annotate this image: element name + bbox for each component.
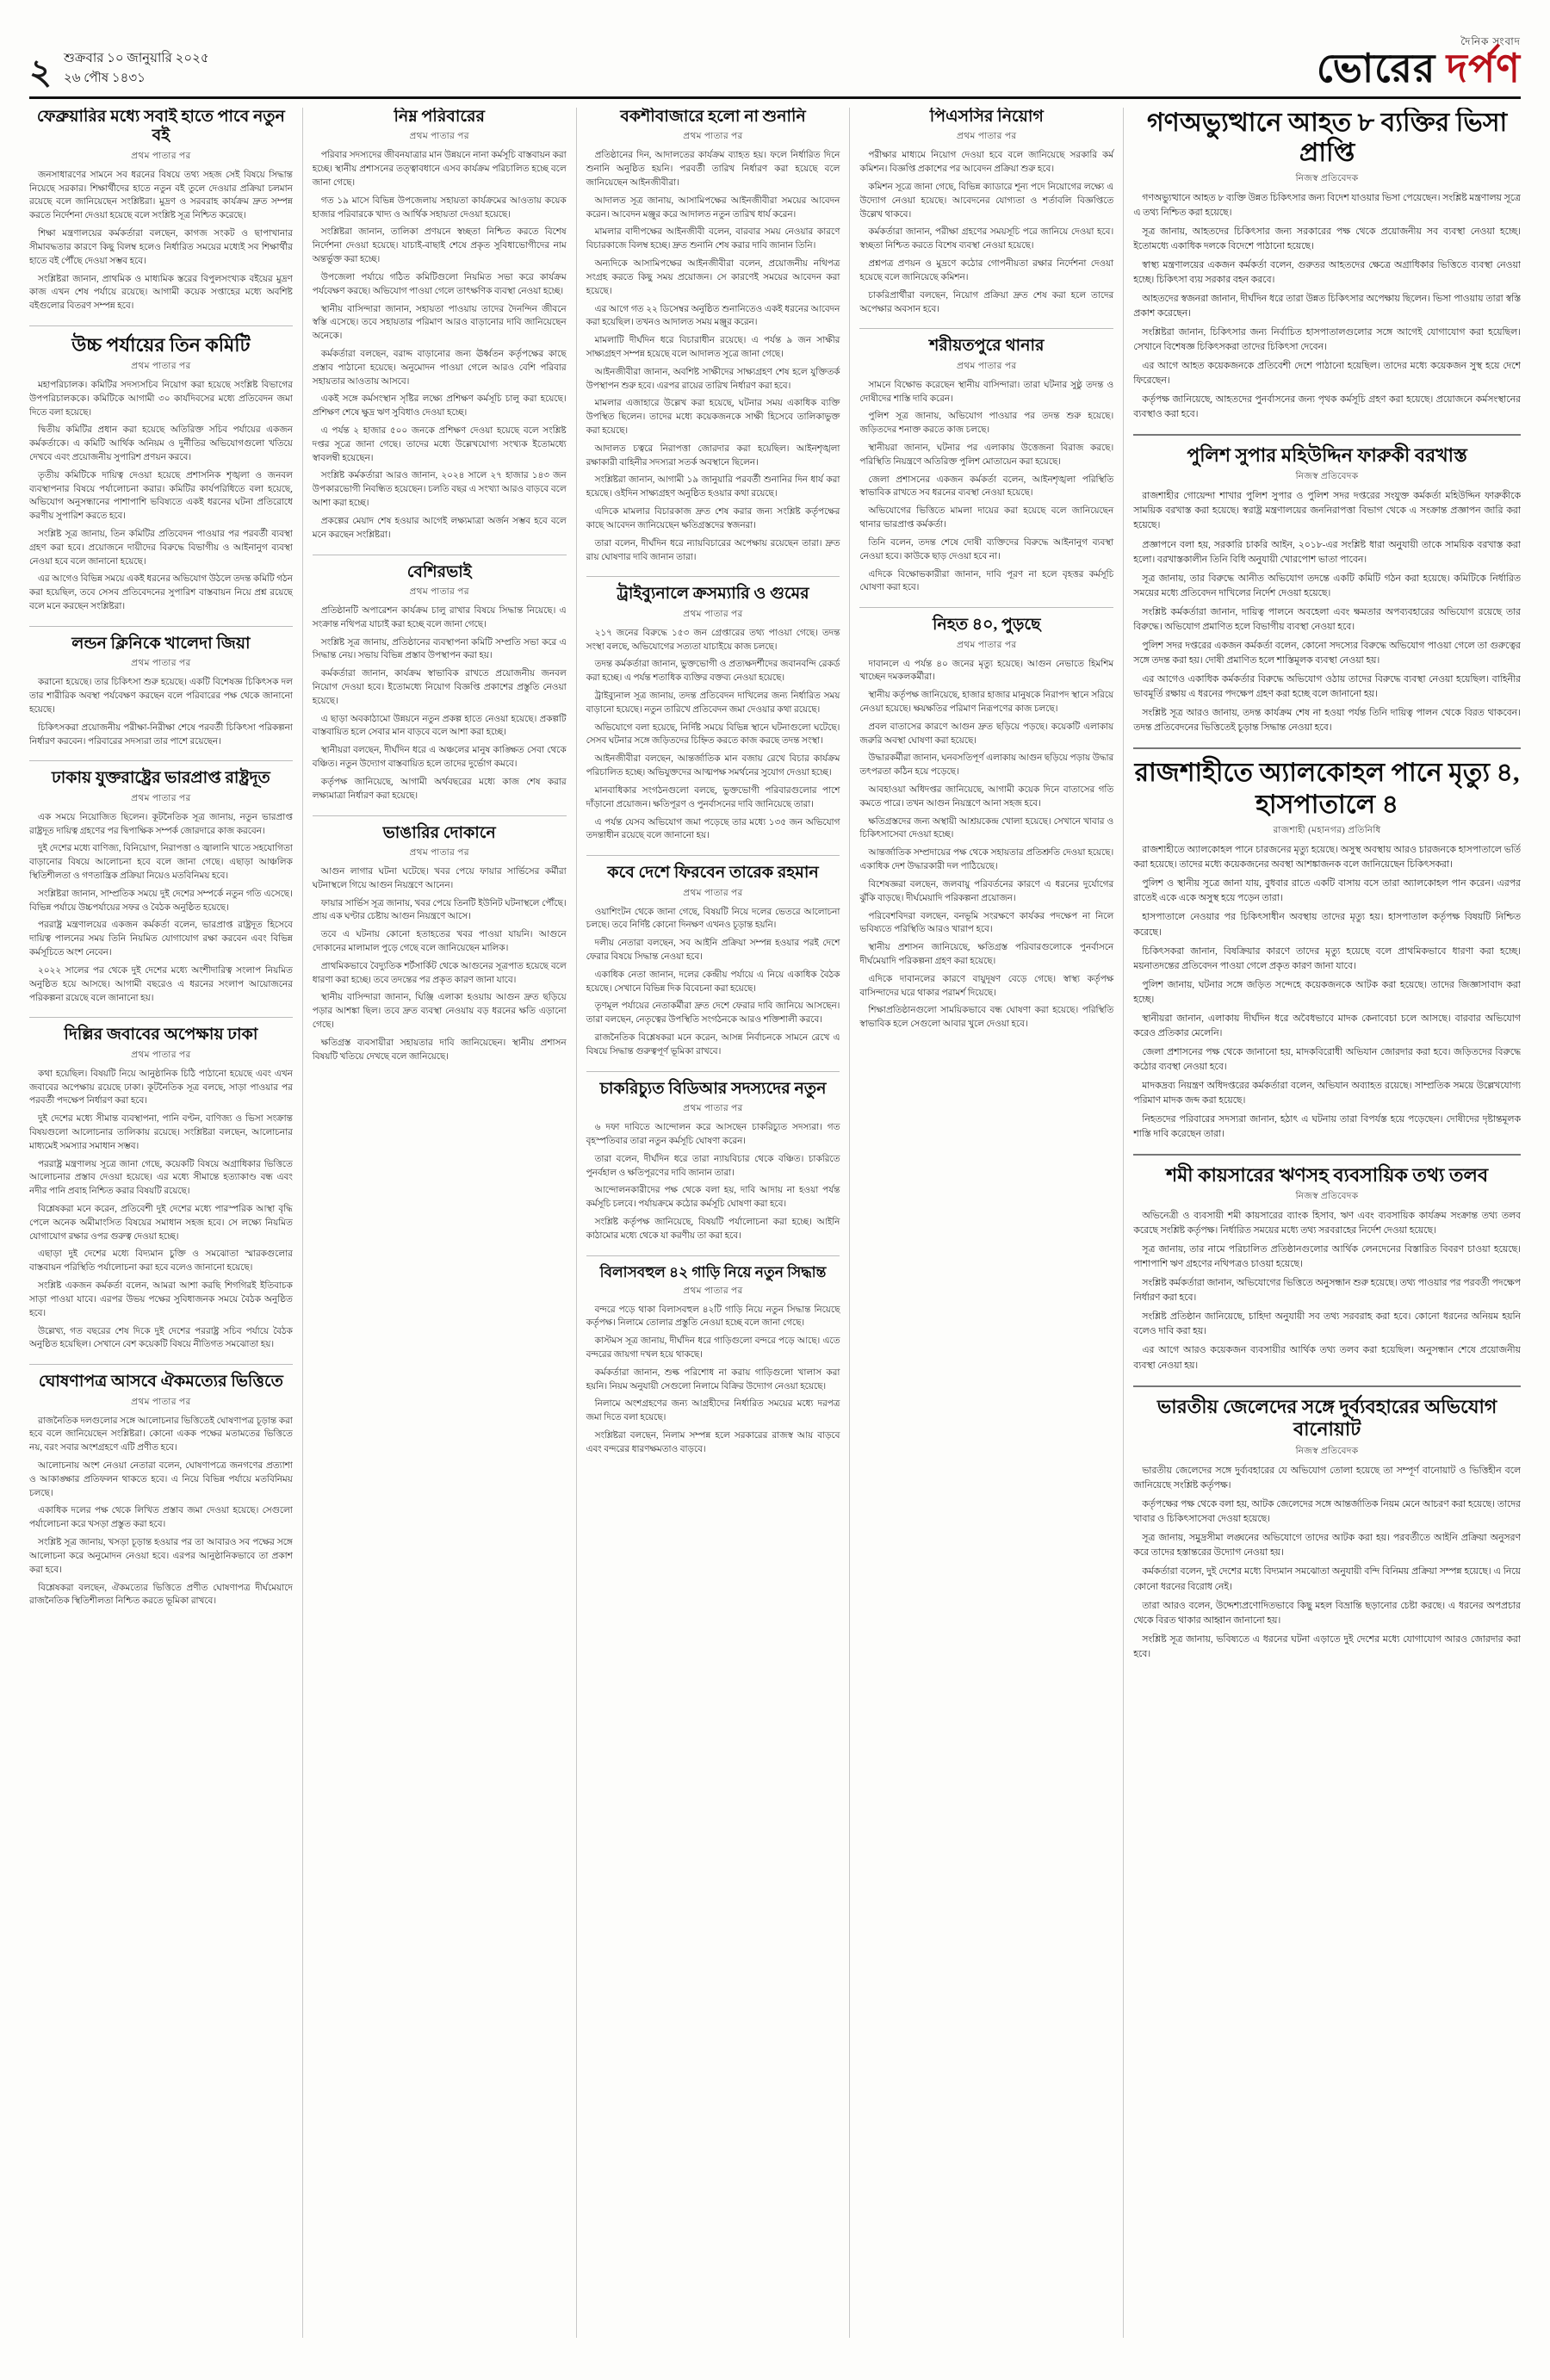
- article-paragraph: আবহাওয়া অধিদপ্তর জানিয়েছে, আগামী কয়েক দিনে বাতাসের গতি কমতে পারে। তখন আগুন নিয়ন্ত্রণে আনা সহজ হবে।: [859, 785, 1114, 809]
- article: [859, 616, 1113, 1032]
- column-1: [29, 108, 303, 2338]
- article-paragraph: রাজশাহীতে অ্যালকোহল পানে চারজনের মৃত্যু হয়েছে। অসুস্থ অবস্থায় আরও চারজনকে হাসপাতালে ভর্তি করা হয়েছে। তাদের মধ্যে কয়েকজনের অবস্থা আশঙ্কাজনক বলে জানিয়েছেন চিকিৎসকরা।: [1133, 845, 1521, 871]
- article-paragraph: মামলাটি দীর্ঘদিন ধরে বিচারাধীন রয়েছে। এ পর্যন্ত ৯ জন সাক্ষীর সাক্ষ্যগ্রহণ সম্পন্ন হয়েছে বলে আদালত সূত্রে জানা গেছে।: [586, 336, 840, 359]
- article-paragraph: পররাষ্ট্র মন্ত্রণালয় সূত্রে জানা গেছে, কয়েকটি বিষয়ে অগ্রাধিকার ভিত্তিতে আলোচনার প্রস্তাব দেওয়া হয়েছে। এর মধ্যে সীমান্তে হত্যাকাণ্ড বন্ধ এবং নদীর পানি প্রবাহ নিশ্চিত করার বিষয়টি রয়েছে।: [29, 1159, 293, 1197]
- article-paragraph: সূত্র জানায়, আহতদের চিকিৎসার জন্য সরকারের পক্ষ থেকে প্রয়োজনীয় সব ব্যবস্থা নেওয়া হচ্ছে। ইতোমধ্যে একাধিক দলকে বিদেশে পাঠানো হয়েছে।: [1133, 226, 1521, 251]
- article-paragraph: ২০২২ সালের পর থেকে দুই দেশের মধ্যে অংশীদারিত্ব সংলাপ নিয়মিত অনুষ্ঠিত হয়ে আসছে। আগামী বছরেও এ ধরনের সংলাপ আয়োজনের পরিকল্পনা রয়েছে বলে জানানো হয়।: [29, 965, 293, 1003]
- article-paragraph: অভিযোগে বলা হয়েছে, নির্দিষ্ট সময়ে বিভিন্ন স্থানে ঘটনাগুলো ঘটেছে। সেসব ঘটনার সঙ্গে জড়িতদের চিহ্নিত করতে কাজ করছে তদন্ত সংস্থা।: [586, 722, 840, 747]
- article-divider: [859, 607, 1113, 608]
- article-divider: [1133, 434, 1521, 436]
- article-paragraph: মানবাধিকার সংগঠনগুলো বলছে, ভুক্তভোগী পরিবারগুলোর পাশে দাঁড়ানো প্রয়োজন। ক্ষতিপূরণ ও পুনর্বাসনের দাবি জানিয়েছে তারা।: [586, 785, 840, 809]
- article-byline: নিজস্ব প্রতিবেদক: [1295, 173, 1359, 183]
- article-headline[interactable]: চাকরিচ্যুত বিডিআর সদস্যদের নতুন: [599, 1079, 827, 1098]
- article-byline: প্রথম পাতার পর: [409, 132, 469, 142]
- article-body: [313, 604, 567, 803]
- article-paragraph: বিশ্লেষকরা বলছেন, ঐকমত্যের ভিত্তিতে প্রণীত ঘোষণাপত্র দীর্ঘমেয়াদে রাজনৈতিক স্থিতিশীলতা নিশ্চিত করতে ভূমিকা রাখবে।: [29, 1583, 293, 1607]
- article-paragraph: তারা আরও বলেন, উদ্দেশ্যপ্রণোদিতভাবে কিছু মহল বিভ্রান্তি ছড়ানোর চেষ্টা করছে। এ ধরনের অপপ্রচার থেকে বিরত থাকার আহ্বান জানানো হয়।: [1133, 1600, 1521, 1626]
- article-paragraph: এর আগে গত ২২ ডিসেম্বর অনুষ্ঠিত শুনানিতেও একই ধরনের আবেদন করা হয়েছিল। তখনও আদালত সময় মঞ্জুর করেন।: [586, 304, 840, 328]
- article-divider: [29, 325, 293, 326]
- article: [586, 585, 840, 843]
- article-divider: [1133, 747, 1521, 749]
- article-paragraph: এদিকে মামলার বিচারকাজ দ্রুত শেষ করার জন্য সংশ্লিষ্ট কর্তৃপক্ষের কাছে আবেদন জানিয়েছেন ক্ষতিগ্রস্তদের স্বজনরা।: [586, 507, 840, 530]
- article-paragraph: বন্দরে পড়ে থাকা বিলাসবহুল ৪২টি গাড়ি নিয়ে নতুন সিদ্ধান্ত নিয়েছে কর্তৃপক্ষ। নিলামে তোলার প্রস্তুতি নেওয়া হচ্ছে বলে জানা গেছে।: [586, 1305, 840, 1329]
- article-byline: নিজস্ব প্রতিবেদক: [1295, 1192, 1359, 1202]
- article-paragraph: আন্দোলনকারীদের পক্ষ থেকে বলা হয়, দাবি আদায় না হওয়া পর্যন্ত কর্মসূচি চলবে। পর্যায়ক্রমে কঠোর কর্মসূচি ঘোষণা করা হবে।: [586, 1186, 840, 1210]
- article-headline[interactable]: বকশীবাজারে হলো না শুনানি: [620, 108, 806, 126]
- article-paragraph: পুলিশ সদর দপ্তরের একজন কর্মকর্তা বলেন, কোনো সদস্যের বিরুদ্ধে অভিযোগ পাওয়া গেলে তা গুরুত্বের সঙ্গে তদন্ত করা হয়। দোষী প্রমাণিত হলে শাস্তিমূলক ব্যবস্থা নেওয়া হয়।: [1133, 640, 1521, 666]
- article-paragraph: পররাষ্ট্র মন্ত্রণালয়ের একজন কর্মকর্তা বলেন, ভারপ্রাপ্ত রাষ্ট্রদূত হিসেবে দায়িত্ব পালনের সময় তিনি নিয়মিত যোগাযোগ রক্ষা করবেন এবং বিভিন্ন কর্মসূচিতে অংশ নেবেন।: [29, 920, 293, 958]
- article-paragraph: রাজনৈতিক বিশ্লেষকরা মনে করেন, আসন্ন নির্বাচনকে সামনে রেখে এ বিষয়ে সিদ্ধান্ত গুরুত্বপূর্ণ ভূমিকা রাখবে।: [586, 1033, 840, 1057]
- article-paragraph: উদ্ধারকর্মীরা জানান, ঘনবসতিপূর্ণ এলাকায় আগুন ছড়িয়ে পড়ায় উদ্ধার তৎপরতা কঠিন হয়ে পড়েছে।: [859, 753, 1114, 778]
- article-paragraph: উপজেলা পর্যায়ে গঠিত কমিটিগুলো নিয়মিত সভা করে কার্যক্রম পর্যবেক্ষণ করছে। অভিযোগ পাওয়া গেলে তাৎক্ষণিক ব্যবস্থা নেওয়া হচ্ছে।: [312, 272, 567, 296]
- masthead-left: [29, 49, 209, 91]
- article-body: [586, 906, 840, 1059]
- article-divider: [29, 1364, 293, 1365]
- article-byline: প্রথম পাতার পর: [683, 1104, 743, 1114]
- article-paragraph: এদিকে বিক্ষোভকারীরা জানান, দাবি পূরণ না হলে বৃহত্তর কর্মসূচি ঘোষণা করা হবে।: [859, 569, 1114, 593]
- article-byline: প্রথম পাতার পর: [131, 151, 191, 161]
- article-paragraph: ট্রাইব্যুনাল সূত্র জানায়, তদন্ত প্রতিবেদন দাখিলের জন্য নির্ধারিত সময় বাড়ানো হয়েছে। নতুন তারিখে প্রতিবেদন জমা দেওয়ার কথা রয়েছে।: [586, 691, 840, 715]
- article: [586, 864, 840, 1059]
- article-headline[interactable]: দিল্লির জবাবের অপেক্ষায় ঢাকা: [64, 1026, 258, 1044]
- article-paragraph: আন্তর্জাতিক সম্প্রদায়ের পক্ষ থেকে সহায়তার প্রতিশ্রুতি দেওয়া হয়েছে। একাধিক দেশ উদ্ধারকারী দল পাঠিয়েছে।: [859, 848, 1114, 872]
- date-block: [64, 49, 209, 91]
- article: [313, 108, 567, 542]
- article: [29, 635, 293, 748]
- article-paragraph: অভিনেত্রী ও ব্যবসায়ী শমী কায়সারের ব্যাংক হিসাব, ঋণ এবং ব্যবসায়িক কার্যক্রম সংক্রান্ত তথ্য তলব করেছে সংশ্লিষ্ট কর্তৃপক্ষ। নির্ধারিত সময়ের মধ্যে তথ্য সরবরাহের নির্দেশ দেওয়া হয়েছে।: [1133, 1211, 1521, 1236]
- article-body: [859, 379, 1113, 595]
- article-paragraph: কর্মকর্তারা জানান, কার্যক্রম স্বাভাবিক রাখতে প্রয়োজনীয় জনবল নিয়োগ দেওয়া হবে। ইতোমধ্যে নিয়োগ বিজ্ঞপ্তি প্রকাশের প্রস্তুতি নেওয়া হয়েছে।: [312, 669, 567, 706]
- article: [313, 824, 567, 1064]
- article-paragraph: দুই দেশের মধ্যে সীমান্ত ব্যবস্থাপনা, পানি বণ্টন, বাণিজ্য ও ভিসা সংক্রান্ত বিষয়গুলো আলোচনার তালিকায় রয়েছে। সংশ্লিষ্টরা বলছেন, আলোচনার মাধ্যমেই সমস্যার সমাধান সম্ভব।: [29, 1114, 293, 1151]
- article-paragraph: তৃণমূল পর্যায়ের নেতাকর্মীরা দ্রুত দেশে ফেরার দাবি জানিয়ে আসছেন। তারা বলছেন, নেতৃত্বের উপস্থিতি সংগঠনকে আরও শক্তিশালী করবে।: [586, 1001, 840, 1026]
- article-byline: প্রথম পাতার পর: [683, 609, 743, 619]
- article-body: [859, 658, 1113, 1032]
- article-paragraph: সংশ্লিষ্ট কর্মকর্তারা জানান, অভিযোগের ভিত্তিতে অনুসন্ধান শুরু হয়েছে। তথ্য পাওয়ার পর পরবর্তী পদক্ষেপ নির্ধারণ করা হবে।: [1133, 1278, 1521, 1304]
- article: [29, 108, 293, 313]
- article-byline: প্রথম পাতার পর: [131, 659, 191, 669]
- article-headline[interactable]: ঢাকায় যুক্তরাষ্ট্রের ভারপ্রাপ্ত রাষ্ট্রদূত: [52, 769, 270, 788]
- article-paragraph: সংশ্লিষ্টরা বলছেন, নিলাম সম্পন্ন হলে সরকারের রাজস্ব আয় বাড়বে এবং বন্দরের ধারণক্ষমতাও বাড়বে।: [586, 1431, 840, 1454]
- article-paragraph: আইনজীবীরা বলছেন, আন্তর্জাতিক মান বজায় রেখে বিচার কার্যক্রম পরিচালিত হচ্ছে। অভিযুক্তদের আত্মপক্ষ সমর্থনের সুযোগ দেওয়া হচ্ছে।: [586, 754, 840, 778]
- article-headline[interactable]: বেশিরভাই: [406, 562, 472, 581]
- article-paragraph: এদিকে দাবানলের কারণে বায়ুদূষণ বেড়ে গেছে। স্বাস্থ্য কর্তৃপক্ষ বাসিন্দাদের ঘরে থাকার পরামর্শ দিয়েছে।: [859, 974, 1114, 998]
- column-2: [303, 108, 577, 2338]
- article-paragraph: অভিযোগের ভিত্তিতে মামলা দায়ের করা হয়েছে বলে জানিয়েছেন থানার ভারপ্রাপ্ত কর্মকর্তা।: [859, 506, 1114, 530]
- article-body: [1133, 1464, 1521, 1662]
- article: [859, 337, 1113, 595]
- article: [859, 108, 1113, 316]
- article-paragraph: নিহতদের পরিবারের সদস্যরা জানান, হঠাৎ এ ঘটনায় তারা বিপর্যস্ত হয়ে পড়েছেন। দোষীদের দৃষ্টান্তমূলক শাস্তি দাবি করেছেন তারা।: [1133, 1114, 1521, 1140]
- article-divider: [29, 1017, 293, 1018]
- article-body: [586, 627, 840, 843]
- article-paragraph: এর আগে আরও কয়েকজন ব্যবসায়ীর আর্থিক তথ্য তলব করা হয়েছিল। অনুসন্ধান শেষে প্রয়োজনীয় ব্যবস্থা নেওয়া হয়।: [1133, 1345, 1521, 1371]
- logo-subtitle: দৈনিক সংবাদ: [1460, 34, 1521, 47]
- article-paragraph: পরিবেশবিদরা বলছেন, বনভূমি সংরক্ষণে কার্যকর পদক্ষেপ না নিলে ভবিষ্যতে পরিস্থিতি আরও খারাপ হবে।: [859, 911, 1114, 935]
- article-paragraph: একাধিক নেতা জানান, দলের কেন্দ্রীয় পর্যায়ে এ নিয়ে একাধিক বৈঠক হয়েছে। সেখানে বিভিন্ন দিক বিবেচনা করা হয়েছে।: [586, 970, 840, 994]
- article-paragraph: সংশ্লিষ্টরা জানান, তালিকা প্রণয়নে স্বচ্ছতা নিশ্চিত করতে বিশেষ নির্দেশনা দেওয়া হয়েছে। যাচাই-বাছাই শেষে প্রকৃত সুবিধাভোগীদের নাম অন্তর্ভুক্ত করা হচ্ছে।: [312, 227, 567, 265]
- article-paragraph: তারা বলেন, দীর্ঘদিন ধরে ন্যায়বিচারের অপেক্ষায় রয়েছেন তারা। দ্রুত রায় ঘোষণার দাবি জানান তারা।: [586, 538, 840, 562]
- article-paragraph: প্রজ্ঞাপনে বলা হয়, সরকারি চাকরি আইন, ২০১৮-এর সংশ্লিষ্ট ধারা অনুযায়ী তাকে সাময়িক বরখাস্ত করা হলো। বরখাস্তকালীন তিনি বিধি অনুযায়ী খোরপোশ ভাতা পাবেন।: [1133, 539, 1521, 565]
- article-paragraph: আদালত চত্বরে নিরাপত্তা জোরদার করা হয়েছিল। আইনশৃঙ্খলা রক্ষাকারী বাহিনীর সদস্যরা সতর্ক অবস্থানে ছিলেন।: [586, 443, 840, 468]
- article-paragraph: ভারতীয় জেলেদের সঙ্গে দুর্ব্যবহারের যে অভিযোগ তোলা হয়েছে তা সম্পূর্ণ বানোয়াট ও ভিত্তিহীন বলে জানিয়েছে সংশ্লিষ্ট কর্তৃপক্ষ।: [1133, 1466, 1521, 1491]
- article-paragraph: মামলার এজাহারে উল্লেখ করা হয়েছে, ঘটনার সময় একাধিক ব্যক্তি উপস্থিত ছিলেন। তাদের মধ্যে কয়েকজনকে সাক্ষী হিসেবে তালিকাভুক্ত করা হয়েছে।: [586, 399, 840, 437]
- article-headline[interactable]: শমী কায়সারের ঋণসহ ব্যবসায়িক তথ্য তলব: [1166, 1164, 1489, 1187]
- article: [29, 1373, 293, 1608]
- article-paragraph: প্রতিষ্ঠানটি অপারেশন কার্যক্রম চালু রাখার বিষয়ে সিদ্ধান্ত নিয়েছে। এ সংক্রান্ত নথিপত্র যাচাই করা হচ্ছে বলে জানা গেছে।: [312, 605, 567, 629]
- article-paragraph: এ ছাড়া অবকাঠামো উন্নয়নে নতুন প্রকল্প হাতে নেওয়া হয়েছে। প্রকল্পটি বাস্তবায়িত হলে সেবার মান বাড়বে বলে আশা করা হচ্ছে।: [312, 714, 567, 738]
- article-paragraph: জনসাধারণের সামনে সব ধরনের বিষয়ে তথ্য সহজ সেই বিষয়ে সিদ্ধান্ত নিয়েছে সরকার। শিক্ষার্থীদের হাতে নতুন বই তুলে দেওয়ার প্রক্রিয়া চলমান রয়েছে বলে জানিয়েছেন সংশ্লিষ্টরা। মুদ্রণ ও সরবরাহ কার্যক্রম দ্রুত সম্পন্ন করতে নির্দেশনা দেওয়া হয়েছে বলে সংশ্লিষ্ট সূত্র নিশ্চিত করেছে।: [29, 170, 293, 221]
- article-paragraph: জেলা প্রশাসনের পক্ষ থেকে জানানো হয়, মাদকবিরোধী অভিযান জোরদার করা হবে। জড়িতদের বিরুদ্ধে কঠোর ব্যবস্থা নেওয়া হবে।: [1133, 1046, 1521, 1072]
- article-headline[interactable]: ঘোষণাপত্র আসবে ঐকমত্যের ভিত্তিতে: [38, 1373, 283, 1391]
- article-paragraph: প্রাথমিকভাবে বৈদ্যুতিক শর্টসার্কিট থেকে আগুনের সূত্রপাত হয়েছে বলে ধারণা করা হচ্ছে। তবে তদন্তের পর প্রকৃত কারণ জানা যাবে।: [312, 961, 567, 985]
- article-divider: [1133, 1385, 1521, 1387]
- article: [313, 563, 567, 803]
- article-body: [859, 149, 1113, 316]
- article-paragraph: রাজনৈতিক দলগুলোর সঙ্গে আলোচনার ভিত্তিতেই ঘোষণাপত্র চূড়ান্ত করা হবে বলে জানিয়েছেন সংশ্লিষ্টরা। কোনো একক পক্ষের মতামতের ভিত্তিতে নয়, বরং সবার অংশগ্রহণে এটি প্রণীত হবে।: [29, 1416, 293, 1453]
- article-byline: প্রথম পাতার পর: [131, 1397, 191, 1407]
- article-headline[interactable]: রাজশাহীতে অ্যালকোহল পানে মৃত্যু ৪, হাসপাতালে ৪: [1134, 759, 1520, 819]
- article-byline: রাজশাহী (মহানগর) প্রতিনিধি: [1273, 826, 1381, 836]
- date-gregorian: শুক্রবার ১০ জানুয়ারি ২০২৫: [64, 52, 209, 65]
- masthead: [29, 24, 1521, 99]
- article-paragraph: মাদকদ্রব্য নিয়ন্ত্রণ অধিদপ্তরের কর্মকর্তারা বলেন, অভিযান অব্যাহত রয়েছে। সাম্প্রতিক সময়ে উল্লেখযোগ্য পরিমাণ মাদক জব্দ করা হয়েছে।: [1133, 1080, 1521, 1106]
- article-paragraph: চাকরিপ্রার্থীরা বলছেন, নিয়োগ প্রক্রিয়া দ্রুত শেষ করা হলে তাদের অপেক্ষার অবসান হবে।: [859, 290, 1114, 314]
- article-paragraph: অন্যদিকে আসামিপক্ষের আইনজীবীরা বলেন, প্রয়োজনীয় নথিপত্র সংগ্রহ করতে কিছু সময় প্রয়োজন। সে কারণেই সময়ের আবেদন করা হয়েছে।: [586, 259, 840, 296]
- article-body: [1133, 1209, 1521, 1373]
- article-paragraph: বিশ্লেষকরা মনে করেন, প্রতিবেশী দুই দেশের মধ্যে পারস্পরিক আস্থা বৃদ্ধি পেলে অনেক অমীমাংসিত বিষয়ের সমাধান সহজ হবে। সে লক্ষ্যে নিয়মিত যোগাযোগ রক্ষার ওপর গুরুত্ব দেওয়া হচ্ছে।: [29, 1205, 293, 1242]
- article-paragraph: গত ১৯ মাসে বিভিন্ন উপজেলায় সহায়তা কার্যক্রমের আওতায় কয়েক হাজার পরিবারকে খাদ্য ও আর্থিক সহায়তা দেওয়া হয়েছে।: [312, 195, 567, 220]
- article-divider: [1133, 1154, 1521, 1156]
- article: [1133, 758, 1521, 1142]
- column-grid: [29, 108, 1521, 2338]
- article-byline: প্রথম পাতার পর: [683, 888, 743, 898]
- article-byline: নিজস্ব প্রতিবেদক: [1295, 1447, 1359, 1457]
- article-paragraph: সংশ্লিষ্ট প্রতিষ্ঠান জানিয়েছে, চাহিদা অনুযায়ী সব তথ্য সরবরাহ করা হবে। কোনো ধরনের অনিয়ম হয়নি বলেও দাবি করা হয়।: [1133, 1311, 1521, 1337]
- article-paragraph: স্থানীয় প্রশাসন জানিয়েছে, ক্ষতিগ্রস্ত পরিবারগুলোকে পুনর্বাসনে দীর্ঘমেয়াদি পরিকল্পনা গ্রহণ করা হয়েছে।: [859, 943, 1114, 966]
- date-bengali: ২৬ পৌষ ১৪৩১: [64, 71, 146, 85]
- article-paragraph: চিকিৎসকরা জানান, বিষক্রিয়ার কারণে তাদের মৃত্যু হয়েছে বলে প্রাথমিকভাবে ধারণা করা হচ্ছে। ময়নাতদন্তের প্রতিবেদন পাওয়া গেলে প্রকৃত কারণ জানা যাবে।: [1133, 945, 1521, 971]
- article-divider: [859, 328, 1113, 329]
- article-paragraph: ওয়াশিংটন থেকে জানা গেছে, বিষয়টি নিয়ে দলের ভেতরে আলোচনা চলছে। তবে নির্দিষ্ট কোনো দিনক্ষণ এখনও চূড়ান্ত হয়নি।: [586, 907, 840, 931]
- article-body: [29, 811, 293, 1006]
- article-body: [29, 379, 293, 614]
- article: [1133, 444, 1521, 735]
- article: [29, 334, 293, 614]
- article-paragraph: দ্বিতীয় কমিটির প্রধান করা হয়েছে অতিরিক্ত সচিব পর্যায়ের একজন কর্মকর্তাকে। এ কমিটি আর্থিক অনিয়ম ও দুর্নীতির অভিযোগগুলো খতিয়ে দেখবে এবং প্রয়োজনীয় সুপারিশ প্রণয়ন করবে।: [29, 425, 293, 462]
- article-paragraph: স্থানীয়রা বলছেন, দীর্ঘদিন ধরে এ অঞ্চলের মানুষ কাঙ্ক্ষিত সেবা থেকে বঞ্চিত। নতুন উদ্যোগ বাস্তবায়িত হলে তাদের দুর্ভোগ কমবে।: [312, 746, 567, 770]
- article: [29, 769, 293, 1005]
- article-byline: প্রথম পাতার পর: [131, 793, 191, 803]
- article-paragraph: মহাপরিচালক। কমিটির সদস্যসচিব নিয়োগ করা হয়েছে সংশ্লিষ্ট বিভাগের উপপরিচালককে। কমিটিকে আগামী ৩০ কার্যদিবসের মধ্যে প্রতিবেদন জমা দিতে বলা হয়েছে।: [29, 380, 293, 418]
- newspaper-logo: [1317, 34, 1521, 91]
- article-paragraph: এর আগেও বিভিন্ন সময়ে একই ধরনের অভিযোগ উঠলে তদন্ত কমিটি গঠন করা হয়েছিল, তবে সেসব প্রতিবেদনের সুপারিশ বাস্তবায়ন নিয়ে প্রশ্ন রয়েছে বলে মনে করছেন সংশ্লিষ্টরা।: [29, 574, 293, 612]
- article-paragraph: ৬ দফা দাবিতে আন্দোলন করে আসছেন চাকরিচ্যুত সদস্যরা। গত বৃহস্পতিবার তারা নতুন কর্মসূচি ঘোষণা করেন।: [586, 1123, 840, 1146]
- article-paragraph: ক্ষতিগ্রস্ত ব্যবসায়ীরা সহায়তার দাবি জানিয়েছেন। স্থানীয় প্রশাসন বিষয়টি খতিয়ে দেখছে বলে জানিয়েছে।: [312, 1038, 567, 1062]
- article-paragraph: বিশেষজ্ঞরা বলছেন, জলবায়ু পরিবর্তনের কারণে এ ধরনের দুর্যোগের ঝুঁকি বাড়ছে। দীর্ঘমেয়াদি পরিকল্পনা প্রয়োজন।: [859, 879, 1114, 903]
- article-paragraph: ক্ষতিগ্রস্তদের জন্য অস্থায়ী আশ্রয়কেন্দ্র খোলা হয়েছে। সেখানে খাবার ও চিকিৎসাসেবা দেওয়া হচ্ছে।: [859, 816, 1114, 840]
- article-paragraph: এর আগে আহত কয়েকজনকে প্রতিবেশী দেশে পাঠানো হয়েছিল। তাদের মধ্যে কয়েকজন সুস্থ হয়ে দেশে ফিরেছেন।: [1133, 361, 1521, 387]
- article-paragraph: প্রতিষ্ঠানের দিন, আদালতের কার্যক্রম ব্যাহত হয়। ফলে নির্ধারিত দিনে শুনানি অনুষ্ঠিত হয়নি। পরবর্তী তারিখ নির্ধারণ করা হয়েছে বলে জানিয়েছেন আইনজীবীরা।: [586, 151, 840, 189]
- article: [1133, 1396, 1521, 1662]
- article-paragraph: স্থানীয় বাসিন্দারা জানান, ঘিঞ্জি এলাকা হওয়ায় আগুন দ্রুত ছড়িয়ে পড়ার আশঙ্কা ছিল। তবে দ্রুত ব্যবস্থা নেওয়ায় বড় ধরনের ক্ষতি এড়ানো গেছে।: [312, 993, 567, 1031]
- article-headline[interactable]: ফেব্রুয়ারির মধ্যে সবাই হাতে পাবে নতুন বই: [36, 108, 285, 146]
- article-paragraph: দুই দেশের মধ্যে বাণিজ্য, বিনিয়োগ, নিরাপত্তা ও জ্বালানি খাতে সহযোগিতা বাড়ানোর বিষয়ে আলোচনা হবে বলে জানা গেছে। এছাড়া আঞ্চলিক স্থিতিশীলতা ও গণতান্ত্রিক প্রক্রিয়া নিয়েও মতবিনিময় হবে।: [29, 844, 293, 882]
- article-paragraph: পুলিশ সূত্র জানায়, অভিযোগ পাওয়ার পর তদন্ত শুরু হয়েছে। জড়িতদের শনাক্ত করতে কাজ চলছে।: [859, 412, 1114, 436]
- article-headline[interactable]: নিহত ৪০, পুড়ছে: [933, 616, 1041, 635]
- article-paragraph: আলোচনায় অংশ নেওয়া নেতারা বলেন, ঘোষণাপত্রে জনগণের প্রত্যাশা ও আকাঙ্ক্ষার প্রতিফলন থাকতে হবে। এ নিয়ে বিভিন্ন পর্যায়ে মতবিনিময় চলছে।: [29, 1461, 293, 1498]
- page-number: ২: [29, 53, 53, 91]
- article-body: [313, 149, 567, 542]
- article-paragraph: আদালত সূত্র জানায়, আসামিপক্ষের আইনজীবীরা সময়ের আবেদন করেন। আবেদন মঞ্জুর করে আদালত নতুন তারিখ ধার্য করেন।: [586, 195, 840, 220]
- article-paragraph: নিলামে অংশগ্রহণের জন্য আগ্রহীদের নির্ধারিত সময়ের মধ্যে দরপত্র জমা দিতে বলা হয়েছে।: [586, 1399, 840, 1423]
- article-byline: প্রথম পাতার পর: [957, 132, 1017, 142]
- article-paragraph: পরীক্ষার মাধ্যমে নিয়োগ দেওয়া হবে বলে জানিয়েছে সরকারি কর্ম কমিশন। বিজ্ঞপ্তি প্রকাশের পর আবেদন প্রক্রিয়া শুরু হবে।: [859, 151, 1114, 175]
- article-divider: [586, 855, 840, 856]
- article-paragraph: দলীয় নেতারা বলছেন, সব আইনি প্রক্রিয়া সম্পন্ন হওয়ার পরই দেশে ফেরার বিষয়ে সিদ্ধান্ত নেওয়া হবে।: [586, 939, 840, 962]
- article-paragraph: চিকিৎসকরা প্রয়োজনীয় পরীক্ষা-নিরীক্ষা শেষে পরবর্তী চিকিৎসা পরিকল্পনা নির্ধারণ করবেন। পরিবারের সদস্যরা তার পাশে রয়েছেন।: [29, 722, 293, 747]
- article-paragraph: জেলা প্রশাসনের একজন কর্মকর্তা বলেন, আইনশৃঙ্খলা পরিস্থিতি স্বাভাবিক রাখতে সব ধরনের ব্যবস্থা নেওয়া হয়েছে।: [859, 474, 1114, 499]
- article-paragraph: প্রবল বাতাসের কারণে আগুন দ্রুত ছড়িয়ে পড়ছে। কয়েকটি এলাকায় জরুরি অবস্থা ঘোষণা করা হয়েছে।: [859, 722, 1114, 746]
- article-divider: [586, 576, 840, 577]
- article-byline: প্রথম পাতার পর: [957, 361, 1017, 371]
- article-paragraph: এছাড়া দুই দেশের মধ্যে বিদ্যমান চুক্তি ও সমঝোতা স্মারকগুলোর বাস্তবায়ন পরিস্থিতি পর্যালোচনা করা হবে বলেও জানানো হয়েছে।: [29, 1249, 293, 1274]
- article: [1133, 108, 1521, 422]
- article-body: [29, 169, 293, 313]
- article-divider: [29, 760, 293, 761]
- article-byline: প্রথম পাতার পর: [131, 361, 191, 371]
- article-paragraph: সংশ্লিষ্ট একজন কর্মকর্তা বলেন, আমরা আশা করছি শিগগিরই ইতিবাচক সাড়া পাওয়া যাবে। এরপর উভয় পক্ষের সুবিধাজনক সময়ে বৈঠক অনুষ্ঠিত হবে।: [29, 1281, 293, 1318]
- article-paragraph: একই সঙ্গে কর্মসংস্থান সৃষ্টির লক্ষ্যে প্রশিক্ষণ কর্মসূচি চালু করা হয়েছে। প্রশিক্ষণ শেষে ক্ষুদ্র ঋণ সুবিধাও দেওয়া হচ্ছে।: [312, 394, 567, 418]
- article-paragraph: কমিশন সূত্রে জানা গেছে, বিভিন্ন ক্যাডারে শূন্য পদে নিয়োগের লক্ষ্যে এ উদ্যোগ নেওয়া হয়েছে। আবেদনের যোগ্যতা ও শর্তাবলি বিজ্ঞপ্তিতে উল্লেখ থাকবে।: [859, 183, 1114, 220]
- article-body: [29, 676, 293, 748]
- article-paragraph: তবে এ ঘটনায় কোনো হতাহতের খবর পাওয়া যায়নি। আগুনে দোকানের মালামাল পুড়ে গেছে বলে জানিয়েছেন মালিক।: [312, 930, 567, 953]
- article-headline[interactable]: কবে দেশে ফিরবেন তারেক রহমান: [607, 864, 819, 883]
- article-paragraph: স্থানীয় কর্তৃপক্ষ জানিয়েছে, হাজার হাজার মানুষকে নিরাপদ স্থানে সরিয়ে নেওয়া হয়েছে। ক্ষয়ক্ষতির পরিমাণ নিরূপণের কাজ চলছে।: [859, 691, 1114, 714]
- article-headline[interactable]: বিলাসবহুল ৪২ গাড়ি নিয়ে নতুন সিদ্ধান্ত: [599, 1263, 827, 1280]
- article-paragraph: সংশ্লিষ্ট কর্মকর্তারা জানান, দায়িত্ব পালনে অবহেলা এবং ক্ষমতার অপব্যবহারের অভিযোগ রয়েছে তার বিরুদ্ধে। অভিযোগ প্রমাণিত হলে বিভাগীয় ব্যবস্থা নেওয়া হবে।: [1133, 606, 1521, 632]
- logo-title: [1317, 48, 1521, 90]
- article-paragraph: স্থানীয়রা জানান, এলাকায় দীর্ঘদিন ধরে অবৈধভাবে মাদক কেনাবেচা চলে আসছে। বারবার অভিযোগ করেও প্রতিকার মেলেনি।: [1133, 1013, 1521, 1038]
- article-paragraph: প্রশ্নপত্র প্রণয়ন ও মুদ্রণে কঠোর গোপনীয়তা রক্ষার নির্দেশনা দেওয়া হয়েছে বলে জানিয়েছে কমিশন।: [859, 259, 1114, 282]
- article-paragraph: প্রকল্পের মেয়াদ শেষ হওয়ার আগেই লক্ষ্যমাত্রা অর্জন সম্ভব হবে বলে মনে করছেন সংশ্লিষ্টরা।: [312, 516, 567, 540]
- article-paragraph: স্থানীয় বাসিন্দারা জানান, সহায়তা পাওয়ায় তাদের দৈনন্দিন জীবনে স্বস্তি এসেছে। তবে সহায়তার পরিমাণ আরও বাড়ানোর দাবি জানিয়েছেন অনেকে।: [312, 304, 567, 342]
- article-body: [1133, 489, 1521, 735]
- article-body: [586, 1304, 840, 1457]
- article-paragraph: সংশ্লিষ্ট সূত্র আরও জানায়, তদন্ত কার্যক্রম শেষ না হওয়া পর্যন্ত তিনি দায়িত্ব পালন থেকে বিরত থাকবেন। তদন্ত প্রতিবেদনের ভিত্তিতেই চূড়ান্ত সিদ্ধান্ত নেওয়া হবে।: [1133, 708, 1521, 734]
- article-body: [1133, 843, 1521, 1142]
- article-paragraph: ফায়ার সার্ভিস সূত্র জানায়, খবর পেয়ে তিনটি ইউনিট ঘটনাস্থলে পৌঁছে। প্রায় এক ঘণ্টার চেষ্টায় আগুন নিয়ন্ত্রণে আসে।: [312, 898, 567, 922]
- article-paragraph: সংশ্লিষ্টরা জানান, প্রাথমিক ও মাধ্যমিক স্তরের বিপুলসংখ্যক বইয়ের মুদ্রণ কাজ এখন শেষ পর্যায়ে রয়েছে। আগামী কয়েক সপ্তাহের মধ্যে অবশিষ্ট বইগুলোর বিতরণ সম্পন্ন হবে।: [29, 274, 293, 312]
- article-paragraph: মামলার বাদীপক্ষের আইনজীবী বলেন, বারবার সময় নেওয়ার কারণে বিচারকাজে বিলম্ব হচ্ছে। দ্রুত শুনানি শেষ করার দাবি জানান তিনি।: [586, 227, 840, 251]
- article-paragraph: সূত্র জানায়, তার নামে পরিচালিত প্রতিষ্ঠানগুলোর আর্থিক লেনদেনের বিস্তারিত বিবরণ চাওয়া হয়েছে। পাশাপাশি ঋণ গ্রহণের নথিপত্রও চাওয়া হয়েছে।: [1133, 1244, 1521, 1270]
- article-paragraph: সামনে বিক্ষোভ করেছেন স্থানীয় বাসিন্দারা। তারা ঘটনার সুষ্ঠু তদন্ত ও দোষীদের শাস্তি দাবি করেন।: [859, 380, 1114, 404]
- article-headline[interactable]: ভাঙারির দোকানে: [382, 823, 496, 842]
- article-paragraph: কর্মকর্তারা বলছেন, বরাদ্দ বাড়ানোর জন্য ঊর্ধ্বতন কর্তৃপক্ষের কাছে প্রস্তাব পাঠানো হয়েছে। অনুমোদন পাওয়া গেলে আরও বেশি পরিবার সহায়তার আওতায় আসবে।: [312, 349, 567, 387]
- column-5: [1124, 108, 1521, 2338]
- article-headline[interactable]: গণঅভ্যুত্থানে আহত ৮ ব্যক্তির ভিসা প্রাপ্তি: [1146, 108, 1508, 168]
- article-paragraph: আগুন লাগার ঘটনা ঘটেছে। খবর পেয়ে ফায়ার সার্ভিসের কর্মীরা ঘটনাস্থলে গিয়ে আগুন নিয়ন্ত্রণে আনেন।: [312, 866, 567, 890]
- article-byline: প্রথম পাতার পর: [957, 640, 1017, 650]
- article-body: [586, 1121, 840, 1243]
- article-paragraph: শিক্ষা মন্ত্রণালয়ের কর্মকর্তারা বলছেন, কাগজ সংকট ও ছাপাখানার সীমাবদ্ধতার কারণে কিছু বিলম্ব হলেও নির্ধারিত সময়ের মধ্যেই সব শিক্ষার্থীর হাতে বই পৌঁছে দেওয়া সম্ভব হবে।: [29, 229, 293, 266]
- column-4: [850, 108, 1124, 2338]
- column-3: [577, 108, 851, 2338]
- article-paragraph: সংশ্লিষ্ট সূত্র জানায়, ভবিষ্যতে এ ধরনের ঘটনা এড়াতে দুই দেশের মধ্যে যোগাযোগ আরও জোরদার করা হবে।: [1133, 1633, 1521, 1659]
- article-headline[interactable]: শরীয়তপুরে থানার: [929, 337, 1045, 356]
- article-paragraph: এক সময়ে নিয়োজিত ছিলেন। কূটনৈতিক সূত্র জানায়, নতুন ভারপ্রাপ্ত রাষ্ট্রদূত দায়িত্ব গ্রহণের পর দ্বিপাক্ষিক সম্পর্ক জোরদারে কাজ করবেন।: [29, 812, 293, 836]
- article-paragraph: সংশ্লিষ্ট সূত্র জানায়, তিন কমিটির প্রতিবেদন পাওয়ার পর পরবর্তী ব্যবস্থা গ্রহণ করা হবে। প্রয়োজনে দায়ীদের বিরুদ্ধে বিভাগীয় ও আইনানুগ ব্যবস্থা নেওয়া হবে বলে জানানো হয়েছে।: [29, 530, 293, 567]
- article-paragraph: সংশ্লিষ্ট কর্মকর্তারা আরও জানান, ২০২৪ সালে ২৭ হাজার ১৪৩ জন উপকারভোগী নিবন্ধিত হয়েছেন। চলতি বছর এ সংখ্যা আরও বাড়বে বলে আশা করা হচ্ছে।: [312, 471, 567, 509]
- article-paragraph: কর্তৃপক্ষের পক্ষ থেকে বলা হয়, আটক জেলেদের সঙ্গে আন্তর্জাতিক নিয়ম মেনে আচরণ করা হয়েছে। তাদের খাবার ও চিকিৎসাসেবা দেওয়া হয়েছে।: [1133, 1499, 1521, 1525]
- article-paragraph: কর্মকর্তারা জানান, শুল্ক পরিশোধ না করায় গাড়িগুলো খালাস করা হয়নি। নিয়ম অনুযায়ী সেগুলো নিলামে বিক্রির উদ্যোগ নেওয়া হয়েছে।: [586, 1367, 840, 1391]
- logo-word-2: দর্পণ: [1446, 46, 1521, 90]
- article-byline: প্রথম পাতার পর: [409, 847, 469, 858]
- article-byline: প্রথম পাতার পর: [683, 1286, 743, 1296]
- article-paragraph: এ পর্যন্ত যেসব অভিযোগ জমা পড়েছে তার মধ্যে ১৩৫ জন অভিযোগ তদন্তাধীন রয়েছে বলে জানানো হয়।: [586, 817, 840, 841]
- article-paragraph: সংশ্লিষ্ট সূত্র জানায়, খসড়া চূড়ান্ত হওয়ার পর তা আবারও সব পক্ষের সঙ্গে আলোচনা করে অনুমোদন নেওয়া হবে। এরপর আনুষ্ঠানিকভাবে তা প্রকাশ করা হবে।: [29, 1538, 293, 1575]
- article-paragraph: সংশ্লিষ্ট সূত্র জানায়, প্রতিষ্ঠানের ব্যবস্থাপনা কমিটি সম্প্রতি সভা করে এ সিদ্ধান্ত নেয়। সভায় বিভিন্ন প্রস্তাব উপস্থাপন করা হয়।: [312, 637, 567, 661]
- article-paragraph: পুলিশ ও স্থানীয় সূত্রে জানা যায়, বুধবার রাতে একটি বাসায় বসে তারা অ্যালকোহল পান করেন। এরপর রাতেই একে একে অসুস্থ হয়ে পড়েন তারা।: [1133, 878, 1521, 904]
- article-paragraph: পরিবার সদস্যদের জীবনযাত্রার মান উন্নয়নে নানা কর্মসূচি বাস্তবায়ন করা হচ্ছে। স্থানীয় প্রশাসনের তত্ত্বাবধানে এসব কার্যক্রম পরিচালিত হচ্ছে বলে জানা গেছে।: [312, 151, 567, 189]
- article-paragraph: সংশ্লিষ্টরা জানান, আগামী ১৯ জানুয়ারি পরবর্তী শুনানির দিন ধার্য করা হয়েছে। ওইদিন সাক্ষ্যগ্রহণ অনুষ্ঠিত হওয়ার কথা রয়েছে।: [586, 475, 840, 499]
- article-headline[interactable]: ভারতীয় জেলেদের সঙ্গে দুর্ব্যবহারের অভিযোগ বানোয়াট: [1156, 1395, 1497, 1441]
- article: [1133, 1164, 1521, 1373]
- article-paragraph: সংশ্লিষ্টরা জানান, সাম্প্রতিক সময়ে দুই দেশের সম্পর্কে নতুন গতি এসেছে। বিভিন্ন পর্যায়ে উচ্চপর্যায়ের সফর ও বৈঠক অনুষ্ঠিত হয়েছে।: [29, 889, 293, 913]
- article-paragraph: কথা হয়েছিল। বিষয়টি নিয়ে আনুষ্ঠানিক চিঠি পাঠানো হয়েছে এবং এখন জবাবের অপেক্ষায় রয়েছে ঢাকা। কূটনৈতিক সূত্র বলছে, সাড়া পাওয়ার পর পরবর্তী পদক্ষেপ নির্ধারণ করা হবে।: [29, 1069, 293, 1106]
- article-paragraph: স্থানীয়রা জানান, ঘটনার পর এলাকায় উত্তেজনা বিরাজ করছে। পরিস্থিতি নিয়ন্ত্রণে অতিরিক্ত পুলিশ মোতায়েন করা হয়েছে।: [859, 443, 1114, 467]
- article: [586, 1264, 840, 1457]
- article-body: [586, 149, 840, 564]
- article-paragraph: উল্লেখ্য, গত বছরের শেষ দিকে দুই দেশের পররাষ্ট্র সচিব পর্যায়ে বৈঠক অনুষ্ঠিত হয়েছিল। সেখানে বেশ কয়েকটি বিষয়ে নীতিগত সমঝোতা হয়।: [29, 1326, 293, 1350]
- article: [586, 1080, 840, 1243]
- article-paragraph: কাস্টমস সূত্র জানায়, দীর্ঘদিন ধরে গাড়িগুলো বন্দরে পড়ে আছে। এতে বন্দরের জায়গা দখল হয়ে থাকছে।: [586, 1336, 840, 1360]
- article-paragraph: শিক্ষাপ্রতিষ্ঠানগুলো সাময়িকভাবে বন্ধ ঘোষণা করা হয়েছে। পরিস্থিতি স্বাভাবিক হলে সেগুলো আবার খুলে দেওয়া হবে।: [859, 1006, 1114, 1030]
- article-byline: নিজস্ব প্রতিবেদক: [1295, 472, 1359, 482]
- article-paragraph: রাজশাহীর গোয়েন্দা শাখার পুলিশ সুপার ও পুলিশ সদর দপ্তরের সংযুক্ত কর্মকর্তা মহিউদ্দিন ফারুকীকে সাময়িক বরখাস্ত করা হয়েছে। স্বরাষ্ট্র মন্ত্রণালয়ের জননিরাপত্তা বিভাগ থেকে এ সংক্রান্ত প্রজ্ঞাপন জারি করা হয়েছে।: [1133, 491, 1521, 531]
- article-paragraph: ২১৭ জনের বিরুদ্ধে ১৫৩ জন গ্রেপ্তারের তথ্য পাওয়া গেছে। তদন্ত সংস্থা বলছে, অভিযোগের সত্যতা যাচাইয়ে কাজ চলছে।: [586, 628, 840, 652]
- article-paragraph: কর্তৃপক্ষ জানিয়েছে, আহতদের পুনর্বাসনের জন্য পৃথক কর্মসূচি গ্রহণ করা হয়েছে। প্রয়োজনে কর্মসংস্থানের ব্যবস্থাও করা হবে।: [1133, 394, 1521, 420]
- article-divider: [313, 815, 567, 816]
- article-divider: [586, 1255, 840, 1256]
- article: [586, 108, 840, 564]
- article-byline: প্রথম পাতার পর: [683, 132, 743, 142]
- article-body: [1133, 191, 1521, 423]
- article-paragraph: তিনি বলেন, তদন্ত শেষে দোষী ব্যক্তিদের বিরুদ্ধে আইনানুগ ব্যবস্থা নেওয়া হবে। কাউকে ছাড় দেওয়া হবে না।: [859, 537, 1114, 561]
- logo-word-1: ভোরের: [1316, 46, 1436, 90]
- article-paragraph: গণঅভ্যুত্থানে আহত ৮ ব্যক্তি উন্নত চিকিৎসার জন্য বিদেশ যাওয়ার ভিসা পেয়েছেন। সংশ্লিষ্ট মন্ত্রণালয় সূত্রে এ তথ্য নিশ্চিত করা হয়েছে।: [1133, 192, 1521, 218]
- article-paragraph: করানো হয়েছে। তার চিকিৎসা শুরু হয়েছে। একটি বিশেষজ্ঞ চিকিৎসক দল তার শারীরিক অবস্থা পর্যবেক্ষণ করছেন বলে পরিবারের পক্ষ থেকে জানানো হয়েছে।: [29, 678, 293, 715]
- article-paragraph: সংশ্লিষ্টরা জানান, চিকিৎসার জন্য নির্বাচিত হাসপাতালগুলোর সঙ্গে আগেই যোগাযোগ করা হয়েছিল। সেখানে বিশেষজ্ঞ চিকিৎসকরা তাদের চিকিৎসা দেবেন।: [1133, 327, 1521, 353]
- article-paragraph: সূত্র জানায়, তার বিরুদ্ধে আনীত অভিযোগ তদন্তে একটি কমিটি গঠন করা হয়েছে। কমিটিকে নির্ধারিত সময়ের মধ্যে প্রতিবেদন দাখিলের নির্দেশ দেওয়া হয়েছে।: [1133, 573, 1521, 598]
- article-paragraph: কর্তৃপক্ষ জানিয়েছে, আগামী অর্থবছরের মধ্যে কাজ শেষ করার লক্ষ্যমাত্রা নির্ধারণ করা হয়েছে।: [312, 777, 567, 801]
- article-body: [29, 1415, 293, 1609]
- article-body: [29, 1068, 293, 1352]
- article-byline: প্রথম পাতার পর: [409, 586, 469, 597]
- article-paragraph: কর্মকর্তারা জানান, পরীক্ষা গ্রহণের সময়সূচি পরে জানিয়ে দেওয়া হবে। স্বচ্ছতা নিশ্চিত করতে বিশেষ ব্যবস্থা নেওয়া হয়েছে।: [859, 227, 1114, 251]
- article-headline[interactable]: লন্ডন ক্লিনিকে খালেদা জিয়া: [71, 634, 251, 653]
- article-paragraph: এ পর্যন্ত ২ হাজার ৫০০ জনকে প্রশিক্ষণ দেওয়া হয়েছে বলে সংশ্লিষ্ট দপ্তর সূত্রে জানা গেছে। তাদের মধ্যে উল্লেখযোগ্য সংখ্যক ইতোমধ্যে স্বাবলম্বী হয়েছেন।: [312, 426, 567, 463]
- article-paragraph: সংশ্লিষ্ট কর্তৃপক্ষ জানিয়েছে, বিষয়টি পর্যালোচনা করা হচ্ছে। আইনি কাঠামোর মধ্যে থেকে যা করণীয় তা করা হবে।: [586, 1217, 840, 1241]
- article-paragraph: আইনজীবীরা জানান, অবশিষ্ট সাক্ষীদের সাক্ষ্যগ্রহণ শেষ হলে যুক্তিতর্ক উপস্থাপন শুরু হবে। এরপর রায়ের তারিখ নির্ধারণ করা হবে।: [586, 367, 840, 391]
- article: [29, 1026, 293, 1352]
- article-headline[interactable]: পুলিশ সুপার মহিউদ্দিন ফারুকী বরখাস্ত: [1187, 444, 1467, 467]
- article-headline[interactable]: উচ্চ পর্যায়ের তিন কমিটি: [71, 333, 251, 356]
- article-paragraph: একাধিক দলের পক্ষ থেকে লিখিত প্রস্তাব জমা দেওয়া হয়েছে। সেগুলো পর্যালোচনা করে খসড়া প্রস্তুত করা হবে।: [29, 1506, 293, 1530]
- article-byline: প্রথম পাতার পর: [131, 1050, 191, 1060]
- article-body: [313, 865, 567, 1064]
- article-divider: [586, 1071, 840, 1072]
- article-paragraph: আহতদের স্বজনরা জানান, দীর্ঘদিন ধরে তারা উন্নত চিকিৎসার অপেক্ষায় ছিলেন। ভিসা পাওয়ায় তারা স্বস্তি প্রকাশ করেছেন।: [1133, 294, 1521, 319]
- article-divider: [29, 626, 293, 627]
- article-paragraph: স্বাস্থ্য মন্ত্রণালয়ের একজন কর্মকর্তা বলেন, গুরুতর আহতদের ক্ষেত্রে অগ্রাধিকার ভিত্তিতে ব্যবস্থা নেওয়া হচ্ছে। চিকিৎসা ব্যয় সরকার বহন করবে।: [1133, 259, 1521, 286]
- article-paragraph: কর্মকর্তারা বলেন, দুই দেশের মধ্যে বিদ্যমান সমঝোতা অনুযায়ী বন্দি বিনিময় প্রক্রিয়া সম্পন্ন হয়েছে। এ নিয়ে কোনো ধরনের বিরোধ নেই।: [1133, 1566, 1521, 1592]
- article-headline[interactable]: পিএসসির নিয়োগ: [929, 108, 1044, 126]
- article-paragraph: পুলিশ জানায়, ঘটনার সঙ্গে জড়িত সন্দেহে কয়েকজনকে আটক করা হয়েছে। তাদের জিজ্ঞাসাবাদ করা হচ্ছে।: [1133, 979, 1521, 1005]
- article-headline[interactable]: নিম্ন পরিবারের: [394, 108, 485, 126]
- article-paragraph: তদন্ত কর্মকর্তারা জানান, ভুক্তভোগী ও প্রত্যক্ষদর্শীদের জবানবন্দি রেকর্ড করা হচ্ছে। এ পর্যন্ত শতাধিক ব্যক্তির বক্তব্য নেওয়া হয়েছে।: [586, 660, 840, 684]
- article-paragraph: হাসপাতালে নেওয়ার পর চিকিৎসাধীন অবস্থায় তাদের মৃত্যু হয়। হাসপাতাল কর্তৃপক্ষ বিষয়টি নিশ্চিত করেছে।: [1133, 912, 1521, 938]
- article-paragraph: দাবানলে এ পর্যন্ত ৪০ জনের মৃত্যু হয়েছে। আগুন নেভাতে হিমশিম খাচ্ছেন দমকলকর্মীরা।: [859, 659, 1114, 683]
- article-paragraph: তৃতীয় কমিটিকে দায়িত্ব দেওয়া হয়েছে প্রশাসনিক শৃঙ্খলা ও জনবল ব্যবস্থাপনার বিষয়ে পর্যালোচনা করার। কমিটির কার্যপরিধিতে বলা হয়েছে, অভিযোগ অনুসন্ধানের পাশাপাশি ভবিষ্যতে একই ধরনের ঘটনা প্রতিরোধে করণীয় সুপারিশ করতে হবে।: [29, 470, 293, 522]
- article-paragraph: এর আগেও একাধিক কর্মকর্তার বিরুদ্ধে অভিযোগ ওঠায় তাদের বিরুদ্ধে ব্যবস্থা নেওয়া হয়েছিল। বাহিনীর ভাবমূর্তি রক্ষায় এ ধরনের পদক্ষেপ গ্রহণ করা হচ্ছে বলে জানানো হয়।: [1133, 673, 1521, 699]
- article-paragraph: তারা বলেন, দীর্ঘদিন ধরে তারা ন্যায়বিচার থেকে বঞ্চিত। চাকরিতে পুনর্বহাল ও ক্ষতিপূরণের দাবি জানান তারা।: [586, 1154, 840, 1178]
- article-paragraph: সূত্র জানায়, সমুদ্রসীমা লঙ্ঘনের অভিযোগে তাদের আটক করা হয়। পরবর্তীতে আইনি প্রক্রিয়া অনুসরণ করে তাদের হস্তান্তরের উদ্যোগ নেওয়া হয়।: [1133, 1533, 1521, 1559]
- article-headline[interactable]: ট্রাইব্যুনালে ক্রসম্যারি ও গুমের: [617, 585, 809, 604]
